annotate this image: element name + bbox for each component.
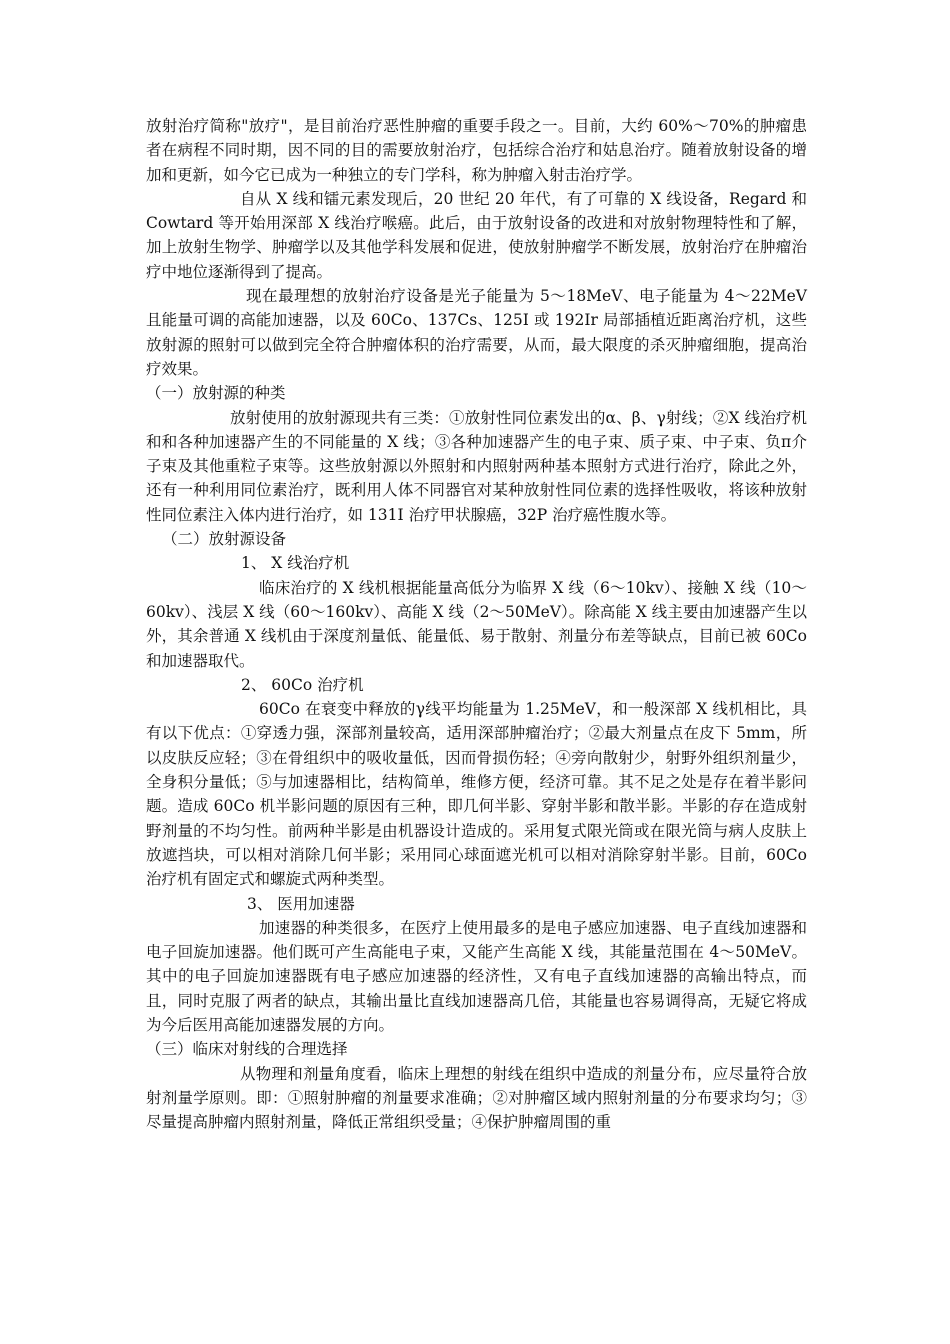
paragraph-clinical-selection: 从物理和剂量角度看，临床上理想的射线在组织中造成的剂量分布，应尽量符合放射剂量学原则。即：①照射肿瘤的剂量要求准确；②对肿瘤区域内照射剂量的分布要求均匀；③尽量提高肿瘤内照射剂量，降低正常组织受量；④保护肿瘤周围的重 <box>146 1064 807 1132</box>
section-heading-2: （二）放射源设备 <box>162 530 287 549</box>
paragraph-cobalt-machine: 60Co 在衰变中释放的γ线平均能量为 1.25MeV，和一般深部 X 线机相比，具有以下优点：①穿透力强，深部剂量较高，适用深部肿瘤治疗；②最大剂量点在皮下 5mm，所以皮肤反应轻；③在骨组织中的吸收量低，因而骨损伤轻；④旁向散射少，射野外组织剂量少，全身积分量低；⑤与加速器相比，结构简单，维修方便，经济可靠。其不足之处是存在着半影问题。造成 60Co 机半影问题的原因有三种，即几何半影、穿射半影和散半影。半影的存在造成射野剂量的不均匀性。前两种半影是由机器设计造成的。采用复式限光筒或在限光筒与病人皮肤上放遮挡块，可以相对消除几何半影；采用同心球面遮光机可以相对消除穿射半影。目前，60Co 治疗机有固定式和螺旋式两种类型。 <box>146 700 807 889</box>
subheading-xray-machine: 1、 X 线治疗机 <box>241 554 350 573</box>
document-page <box>146 114 807 1134</box>
subheading-cobalt-machine: 2、 60Co 治疗机 <box>241 675 364 694</box>
subheading-medical-accelerator: 3、 医用加速器 <box>247 894 355 913</box>
paragraph-xray-machine: 临床治疗的 X 线机根据能量高低分为临界 X 线（6～10kv）、接触 X 线（10～60kv）、浅层 X 线（60～160kv）、高能 X 线（2～50MeV）。除高能 X 线主要由加速器产生以外，其余普通 X 线机由于深度剂量低、能量低、易于散射、剂量分布差等缺点，目前已被 60Co 和加速器取代。 <box>146 578 807 670</box>
paragraph-intro: 放射治疗简称"放疗"，是目前治疗恶性肿瘤的重要手段之一。目前，大约 60%～70%的肿瘤患者在病程不同时期，因不同的目的需要放射治疗，包括综合治疗和姑息治疗。随着放射设备的增加和更新，如今它已成为一种独立的专门学科，称为肿瘤入射击治疗学。 <box>146 117 807 184</box>
section-heading-3: （三）临床对射线的合理选择 <box>146 1040 348 1059</box>
paragraph-ideal-equipment: 现在最理想的放射治疗设备是光子能量为 5～18MeV、电子能量为 4～22MeV 且能量可调的高能加速器，以及 60Co、137Cs、125I 或 192Ir 局部插植近距离治疗机，这些放射源的照射可以做到完全符合肿瘤体积的治疗需要，从而，最大限度的杀灭肿瘤细胞，提高治疗效果。 <box>146 287 807 378</box>
paragraph-radiation-sources: 放射使用的放射源现共有三类：①放射性同位素发出的α、β、γ射线；②X 线治疗机和和各种加速器产生的不同能量的 X 线；③各种加速器产生的电子束、质子束、中子束、负π介子束及其他重粒子束等。这些放射源以外照射和内照射两种基本照射方式进行治疗，除此之外，还有一种利用同位素治疗，既利用人体不同器官对某种放射性同位素的选择性吸收，将该种放射性同位素注入体内进行治疗，如 131I 治疗甲状腺癌，32P 治疗癌性腹水等。 <box>146 408 807 524</box>
paragraph-medical-accelerator: 加速器的种类很多，在医疗上使用最多的是电子感应加速器、电子直线加速器和电子回旋加速器。他们既可产生高能电子束，又能产生高能 X 线，其能量范围在 4～50MeV。其中的电子回旋加速器既有电子感应加速器的经济性，又有电子直线加速器的高输出特点，而且，同时克服了两者的缺点，其输出量比直线加速器高几倍，其能量也容易调得高，无疑它将成为今后医用高能加速器发展的方向。 <box>146 918 807 1034</box>
section-heading-1: （一）放射源的种类 <box>146 384 286 403</box>
paragraph-history: 自从 X 线和镭元素发现后，20 世纪 20 年代，有了可靠的 X 线设备，Regard 和 Cowtard 等开始用深部 X 线治疗喉癌。此后，由于放射设备的改进和对放射物理特性和了解，加上放射生物学、肿瘤学以及其他学科发展和促进，使放射肿瘤学不断发展，放射治疗在肿瘤治疗中地位逐渐得到了提高。 <box>146 189 807 281</box>
